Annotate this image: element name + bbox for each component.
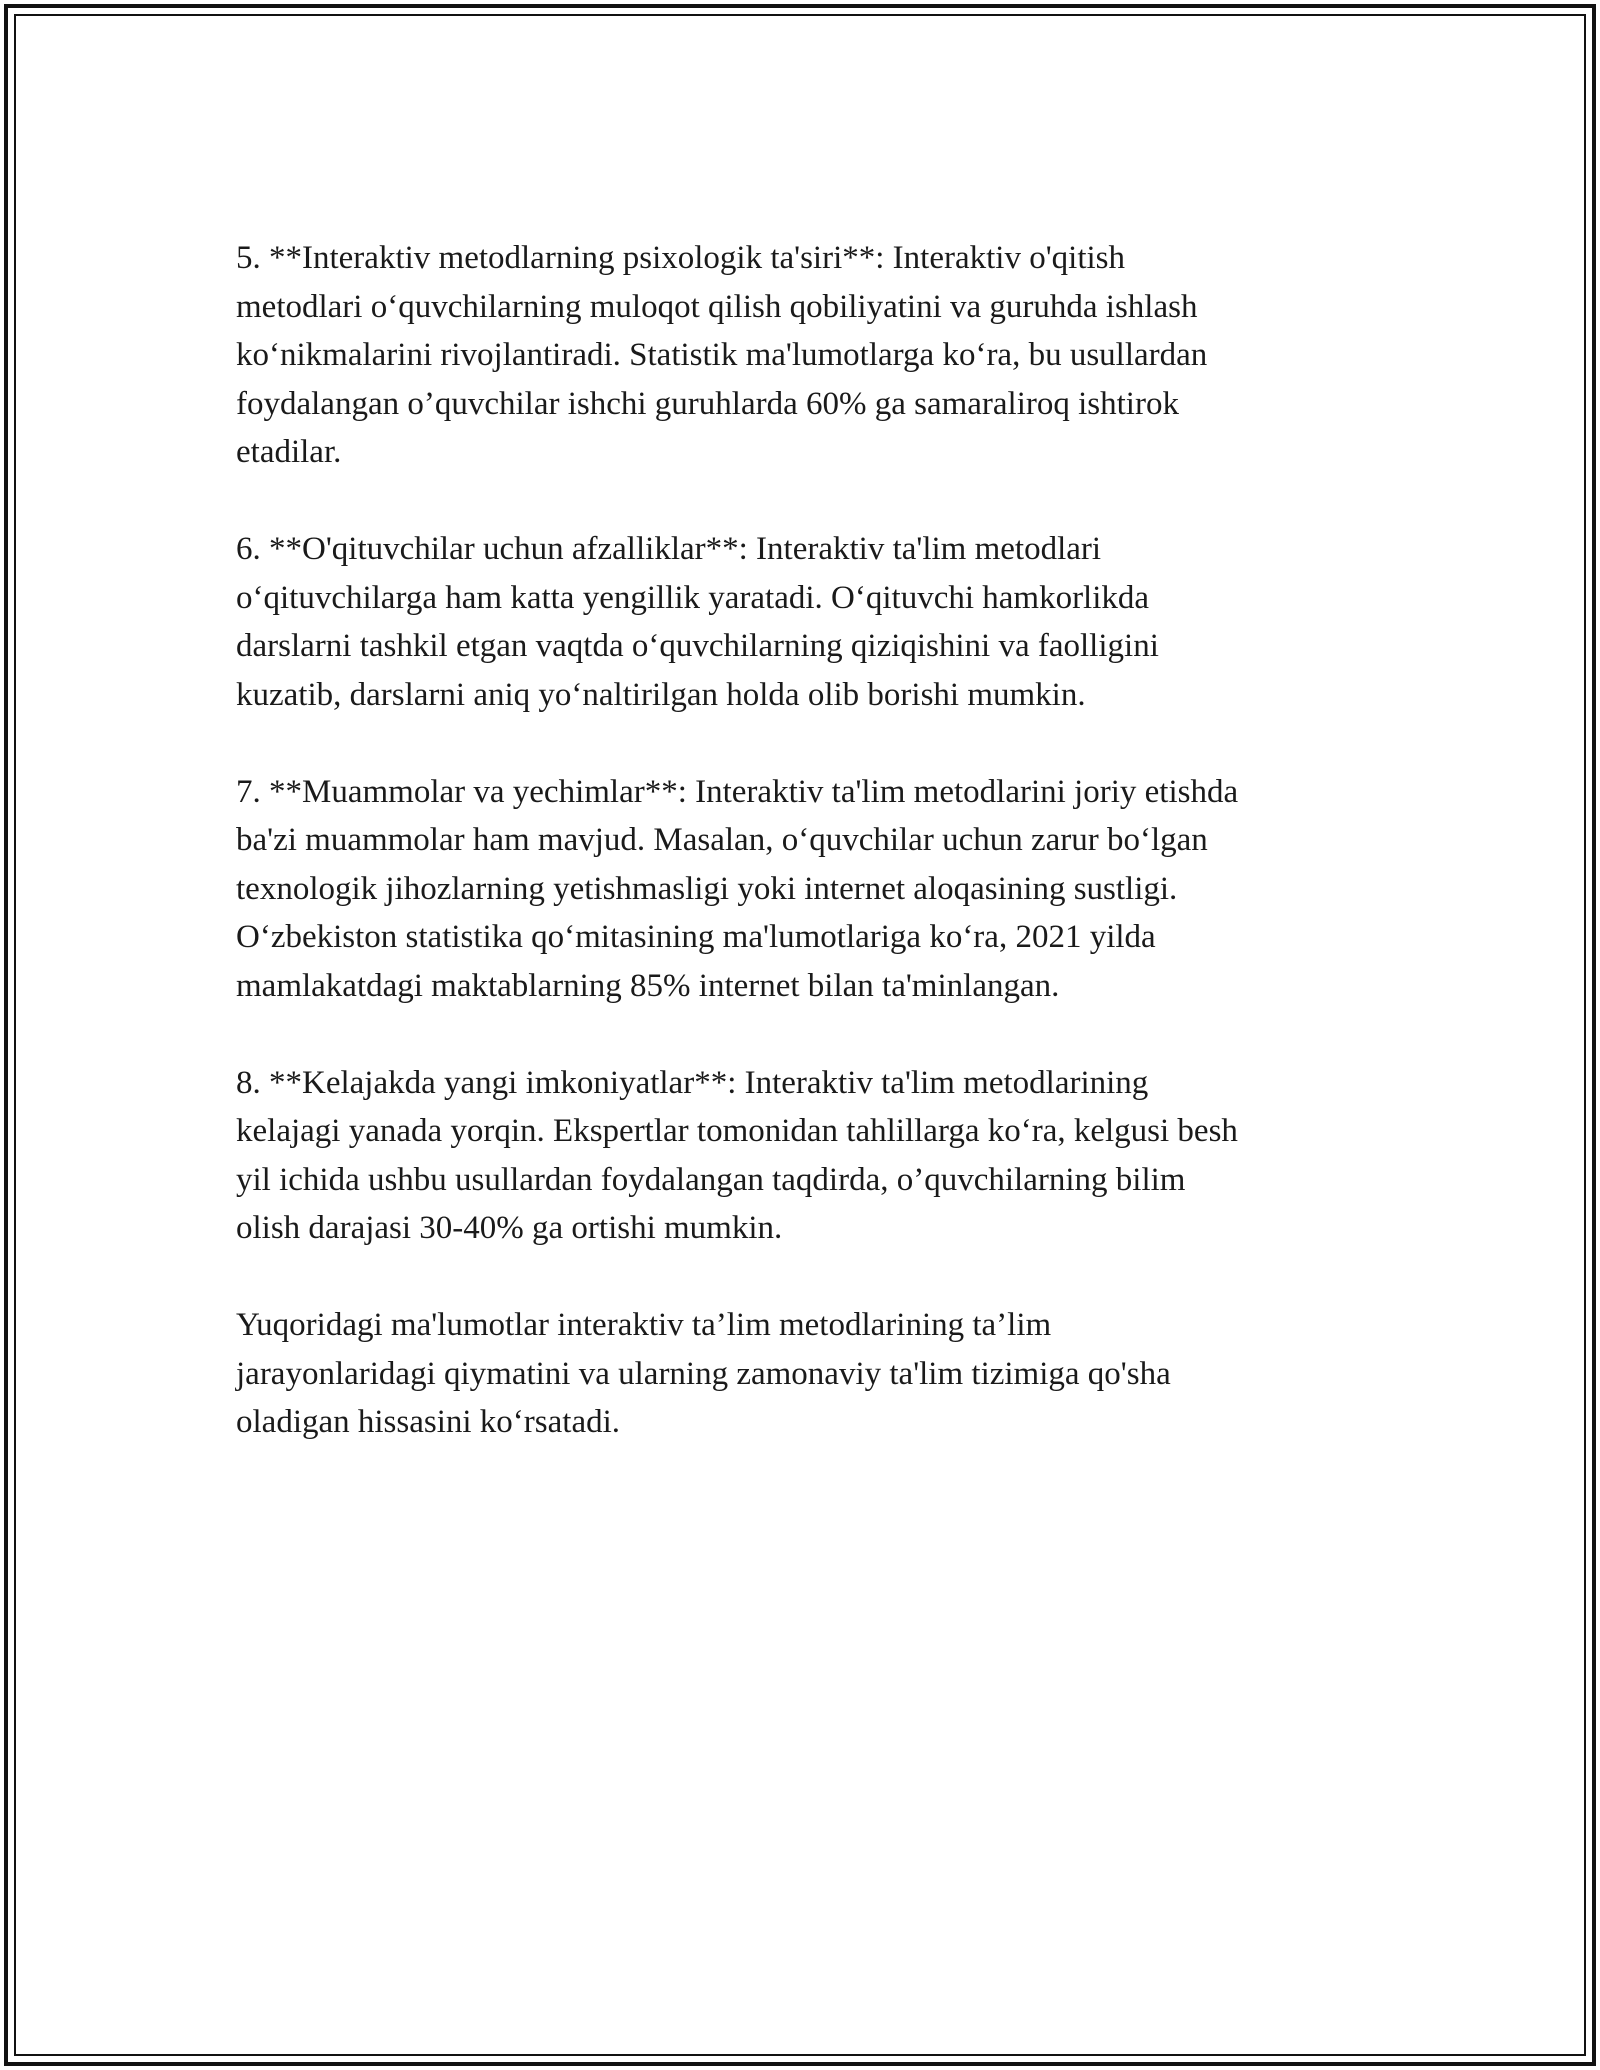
paragraph-7	[236, 768, 1376, 1011]
text-line: metodlari o‘quvchilarning muloqot qilish qobiliyatini va guruhda ishlash	[236, 288, 1198, 325]
text-line: 5. **Interaktiv metodlarning psixologik ta'siri**: Interaktiv o'qitish	[236, 240, 1126, 276]
document-body	[236, 234, 1376, 1495]
text-line: kelajagi yanada yorqin. Ekspertlar tomonidan tahlillarga ko‘ra, kelgusi besh	[236, 1113, 1238, 1149]
text-line: ba'zi muammolar ham mavjud. Masalan, o‘quvchilar uchun zarur bo‘lgan	[236, 822, 1208, 858]
text-line: olish darajasi 30-40% ga ortishi mumkin.	[236, 1210, 783, 1246]
text-line: texnologik jihozlarning yetishmasligi yoki internet aloqasining sustligi.	[236, 870, 1178, 907]
text-line: mamlakatdagi maktablarning 85% internet bilan ta'minlangan.	[236, 967, 1060, 1004]
text-line: etadilar.	[236, 434, 342, 470]
text-line: 7. **Muammolar va yechimlar**: Interaktiv ta'lim metodlarini joriy etishda	[236, 773, 1239, 810]
text-line: foydalangan o’quvchilar ishchi guruhlarda 60% ga samaraliroq ishtirok	[236, 385, 1179, 422]
text-line: ko‘nikmalarini rivojlantiradi. Statistik ma'lumotlarga ko‘ra, bu usullardan	[236, 337, 1208, 373]
text-line: o‘qituvchilarga ham katta yengillik yaratadi. O‘qituvchi hamkorlikda	[236, 579, 1150, 616]
text-line: kuzatib, darslarni aniq yo‘naltirilgan holda olib borishi mumkin.	[236, 676, 1086, 713]
text-line: darslarni tashkil etgan vaqtda o‘quvchilarning qiziqishini va faolligini	[236, 628, 1159, 664]
paragraph-5	[236, 234, 1376, 477]
paragraph-6	[236, 525, 1376, 719]
text-line: yil ichida ushbu usullardan foydalangan taqdirda, o’quvchilarning bilim	[236, 1161, 1186, 1198]
paragraph-conclusion	[236, 1301, 1376, 1447]
text-line: oladigan hissasini ko‘rsatadi.	[236, 1404, 621, 1440]
paragraph-8	[236, 1059, 1376, 1253]
text-line: 6. **O'qituvchilar uchun afzalliklar**: Interaktiv ta'lim metodlari	[236, 531, 1102, 567]
text-line: O‘zbekiston statistika qo‘mitasining ma'lumotlariga ko‘ra, 2021 yilda	[236, 919, 1156, 955]
text-line: 8. **Kelajakda yangi imkoniyatlar**: Interaktiv ta'lim metodlarining	[236, 1064, 1149, 1101]
text-line: jarayonlaridagi qiymatini va ularning zamonaviy ta'lim tizimiga qo'sha	[236, 1355, 1171, 1392]
text-line: Yuqoridagi ma'lumotlar interaktiv ta’lim metodlarining ta’lim	[236, 1307, 1052, 1343]
